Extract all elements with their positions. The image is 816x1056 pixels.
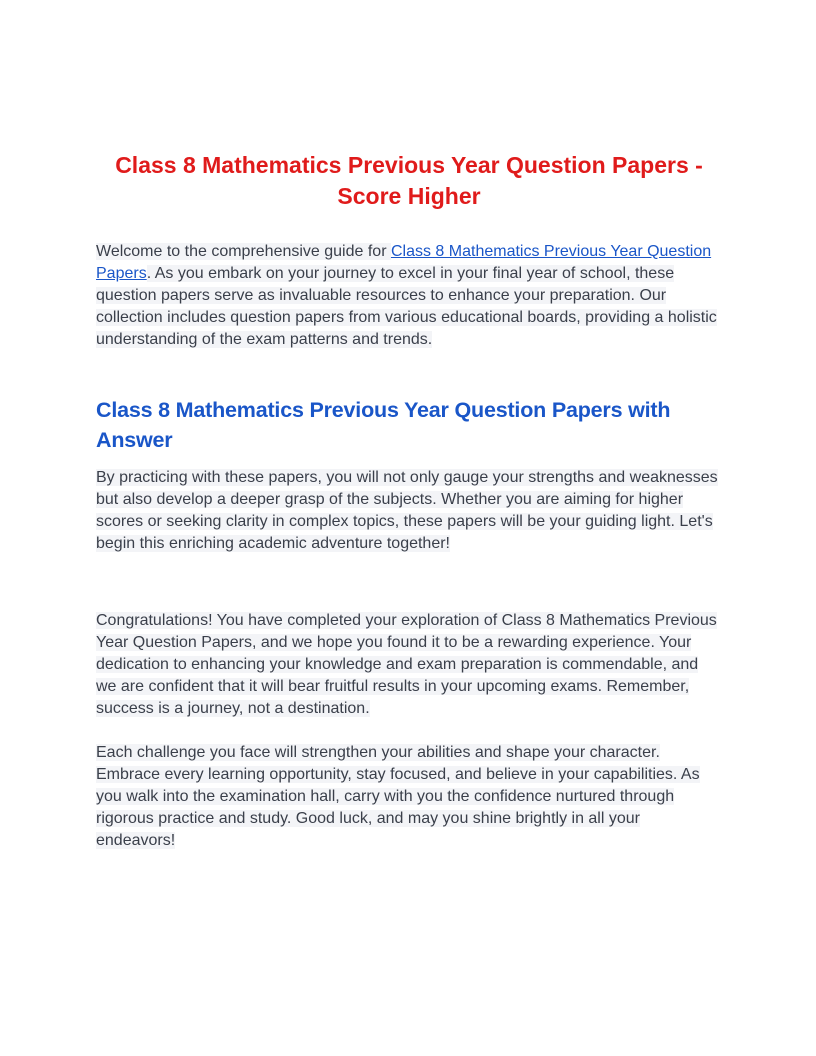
page-title: Class 8 Mathematics Previous Year Question Papers - Score Higher xyxy=(115,152,703,209)
intro-prefix-text: Welcome to the comprehensive guide for xyxy=(96,243,391,260)
question-papers-link[interactable]: Class 8 Mathematics Previous Year Question Papers xyxy=(96,243,712,282)
conclusion-paragraph-2 xyxy=(96,742,722,852)
conclusion-paragraph-1 xyxy=(96,610,722,720)
conclusion-paragraph-2-text: Each challenge you face will strengthen your abilities and shape your character. Embrace every learning opportunity, stay focused, and believe in your capabilities. As you walk into the examination hall, carry with you the confidence nurtured through rigorous practice and study. Good luck, and may you shine brightly in all your endeavors! xyxy=(96,744,700,849)
section-heading: Class 8 Mathematics Previous Year Question Papers with Answer xyxy=(96,398,671,452)
conclusion-paragraph-1-text: Congratulations! You have completed your exploration of Class 8 Mathematics Previous Year Question Papers, and we hope you found it to be a rewarding experience. Your dedication to enhancing your knowledge and exam preparation is commendable, and we are confident that it will bear fruitful results in your upcoming exams. Remember, success is a journey, not a destination. xyxy=(96,612,717,717)
section-paragraph xyxy=(96,467,722,555)
document-page xyxy=(96,150,722,852)
intro-suffix-text: . As you embark on your journey to excel in your final year of school, these question papers serve as invaluable resources to enhance your preparation. Our collection includes question papers from various educational boards, providing a holistic understanding of the exam patterns and trends. xyxy=(96,265,717,348)
intro-paragraph xyxy=(96,241,722,351)
section-paragraph-text: By practicing with these papers, you will not only gauge your strengths and weaknesses but also develop a deeper grasp of the subjects. Whether you are aiming for higher scores or seeking clarity in complex topics, these papers will be your guiding light. Let's begin this enriching academic adventure together! xyxy=(96,469,718,552)
